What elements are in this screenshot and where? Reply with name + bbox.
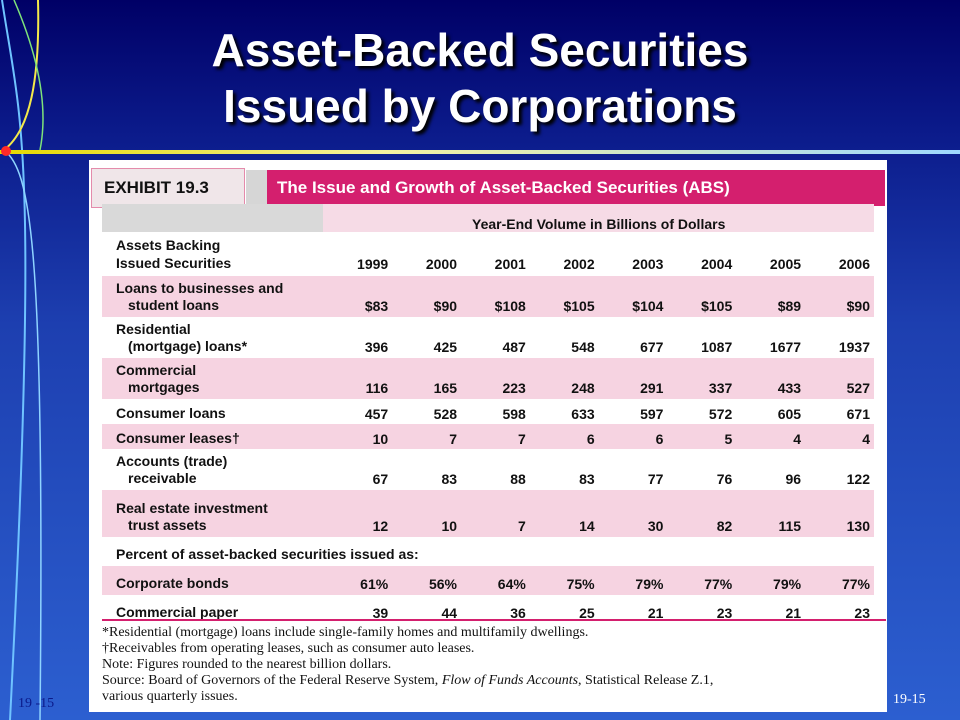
- table-cell: 7: [461, 424, 530, 449]
- percent-row-label: Corporate bonds: [102, 566, 323, 595]
- percent-cell: 79%: [736, 566, 805, 595]
- table-cell: $104: [599, 276, 668, 317]
- exhibit-title: The Issue and Growth of Asset-Backed Securities (ABS): [267, 170, 885, 206]
- row-header-label: [102, 232, 323, 276]
- table-cell: 605: [736, 399, 805, 424]
- year-header: 2000: [392, 232, 461, 276]
- slide-title-line-1: Asset-Backed Securities: [211, 24, 749, 76]
- row-label-line-2: mortgages: [128, 379, 200, 395]
- year-header: 2005: [736, 232, 805, 276]
- table-cell: 6: [530, 424, 599, 449]
- percent-cell: 36: [461, 595, 530, 624]
- table-cell: 7: [461, 490, 530, 537]
- table-cell: 597: [599, 399, 668, 424]
- table-cell: $83: [323, 276, 392, 317]
- table-cell: $105: [667, 276, 736, 317]
- table-cell: 76: [667, 449, 736, 490]
- table-cell: 671: [805, 399, 874, 424]
- percent-cell: 64%: [461, 566, 530, 595]
- exhibit-figure: [89, 160, 887, 712]
- row-label-line-1: Consumer loans: [116, 405, 226, 421]
- table-cell: 1937: [805, 317, 874, 358]
- table-cell: 116: [323, 358, 392, 399]
- table-cell: 10: [392, 490, 461, 537]
- table-cell: 12: [323, 490, 392, 537]
- percent-cell: 61%: [323, 566, 392, 595]
- percent-cell: 21: [736, 595, 805, 624]
- row-label-line-2: receivable: [128, 470, 197, 486]
- source-suffix: , Statistical Release Z.1,: [578, 673, 714, 688]
- table-cell: 77: [599, 449, 668, 490]
- table-cell: 67: [323, 449, 392, 490]
- table-cell: 10: [323, 424, 392, 449]
- table-header-row: [102, 232, 874, 276]
- exhibit-header-gap: [246, 170, 267, 206]
- percent-cell: 23: [667, 595, 736, 624]
- percent-cell: 44: [392, 595, 461, 624]
- table-row: [102, 424, 874, 449]
- table-cell: 6: [599, 424, 668, 449]
- row-label: [102, 276, 323, 317]
- table-cell: $105: [530, 276, 599, 317]
- percent-row-label: Commercial paper: [102, 595, 323, 624]
- row-label: [102, 317, 323, 358]
- table-row: [102, 276, 874, 317]
- row-label-line-2: student loans: [128, 297, 220, 313]
- note-residential: *Residential (mortgage) loans include single-family homes and multifamily dwellings.: [102, 625, 589, 640]
- percent-cell: 75%: [530, 566, 599, 595]
- abs-table: [102, 204, 874, 624]
- table-body: [102, 276, 874, 537]
- table-cell: 572: [667, 399, 736, 424]
- title-divider: [0, 150, 960, 154]
- row-label-line-1: Accounts (trade): [116, 453, 228, 469]
- note-receivables: †Receivables from operating leases, such as consumer auto leases.: [102, 641, 475, 656]
- exhibit-label: EXHIBIT 19.3: [91, 168, 245, 208]
- exhibit-header: [89, 166, 887, 206]
- table-cell: 82: [667, 490, 736, 537]
- row-label-line-1: Residential: [116, 321, 191, 337]
- table-cell: $90: [392, 276, 461, 317]
- table-cell: 5: [667, 424, 736, 449]
- percent-row: [102, 566, 874, 595]
- percent-cell: 23: [805, 595, 874, 624]
- volume-subheader: Year-End Volume in Billions of Dollars: [323, 204, 874, 232]
- percent-heading-row: [102, 537, 874, 566]
- row-label-line-2: (mortgage) loans*: [128, 338, 248, 354]
- row-label: [102, 358, 323, 399]
- percent-heading: Percent of asset-backed securities issued as:: [102, 537, 874, 566]
- year-header: 1999: [323, 232, 392, 276]
- table-cell: 4: [805, 424, 874, 449]
- table-row: [102, 490, 874, 537]
- row-label-line-1: Commercial: [116, 362, 197, 378]
- row-label-line-1: Consumer leases†: [116, 430, 240, 446]
- percent-cell: 77%: [805, 566, 874, 595]
- percent-table-body: [102, 566, 874, 624]
- row-label: [102, 424, 323, 449]
- table-cell: 433: [736, 358, 805, 399]
- table-cell: 248: [530, 358, 599, 399]
- percent-cell: 21: [599, 595, 668, 624]
- year-header: 2001: [461, 232, 530, 276]
- row-header-line-2: Issued Securities: [116, 255, 232, 271]
- table-cell: 487: [461, 317, 530, 358]
- percent-cell: 56%: [392, 566, 461, 595]
- table-cell: 527: [805, 358, 874, 399]
- row-label: [102, 490, 323, 537]
- row-label-line-2: trust assets: [128, 517, 207, 533]
- table-cell: 457: [323, 399, 392, 424]
- table-cell: $89: [736, 276, 805, 317]
- table-cell: 7: [392, 424, 461, 449]
- note-source: [102, 673, 886, 689]
- row-label-line-1: Real estate investment: [116, 500, 268, 516]
- year-header: 2004: [667, 232, 736, 276]
- slide-title: [0, 22, 960, 134]
- table-cell: 598: [461, 399, 530, 424]
- table-cell: 425: [392, 317, 461, 358]
- table-row: [102, 399, 874, 424]
- table-cell: 14: [530, 490, 599, 537]
- table-cell: 677: [599, 317, 668, 358]
- table-row: [102, 449, 874, 490]
- slide-number-faded: 19 -15: [18, 696, 55, 711]
- table-cell: 165: [392, 358, 461, 399]
- table-cell: 122: [805, 449, 874, 490]
- table-row: [102, 317, 874, 358]
- table-cell: $90: [805, 276, 874, 317]
- table-cell: 337: [667, 358, 736, 399]
- table-cell: 30: [599, 490, 668, 537]
- slide-title-line-2: Issued by Corporations: [223, 80, 737, 132]
- divider-dot: [1, 146, 11, 156]
- exhibit-notes: [102, 619, 886, 705]
- year-header: 2002: [530, 232, 599, 276]
- table-subheader-row: [102, 204, 874, 232]
- row-label-line-1: Loans to businesses and: [116, 280, 284, 296]
- table-cell: 1087: [667, 317, 736, 358]
- slide-number: 19-15: [893, 692, 926, 707]
- table-cell: 83: [530, 449, 599, 490]
- table-cell: 528: [392, 399, 461, 424]
- row-label: [102, 399, 323, 424]
- table-cell: 396: [323, 317, 392, 358]
- table-cell: 291: [599, 358, 668, 399]
- table-cell: 130: [805, 490, 874, 537]
- percent-cell: 77%: [667, 566, 736, 595]
- row-label: [102, 449, 323, 490]
- table-cell: 633: [530, 399, 599, 424]
- table-cell: 548: [530, 317, 599, 358]
- source-prefix: Source: Board of Governors of the Federal Reserve System,: [102, 673, 442, 688]
- row-header-line-1: Assets Backing: [116, 237, 221, 253]
- note-source-line-2: various quarterly issues.: [102, 689, 238, 704]
- year-header: 2003: [599, 232, 668, 276]
- percent-cell: 25: [530, 595, 599, 624]
- source-italic: Flow of Funds Accounts: [441, 673, 579, 688]
- table-cell: $108: [461, 276, 530, 317]
- table-cell: 96: [736, 449, 805, 490]
- table-cell: 4: [736, 424, 805, 449]
- note-rounding: Note: Figures rounded to the nearest billion dollars.: [102, 657, 392, 672]
- percent-cell: 79%: [599, 566, 668, 595]
- table-cell: 88: [461, 449, 530, 490]
- table-cell: 115: [736, 490, 805, 537]
- year-header: 2006: [805, 232, 874, 276]
- table-cell: 1677: [736, 317, 805, 358]
- table-cell: 83: [392, 449, 461, 490]
- table-row: [102, 358, 874, 399]
- percent-cell: 39: [323, 595, 392, 624]
- table-cell: 223: [461, 358, 530, 399]
